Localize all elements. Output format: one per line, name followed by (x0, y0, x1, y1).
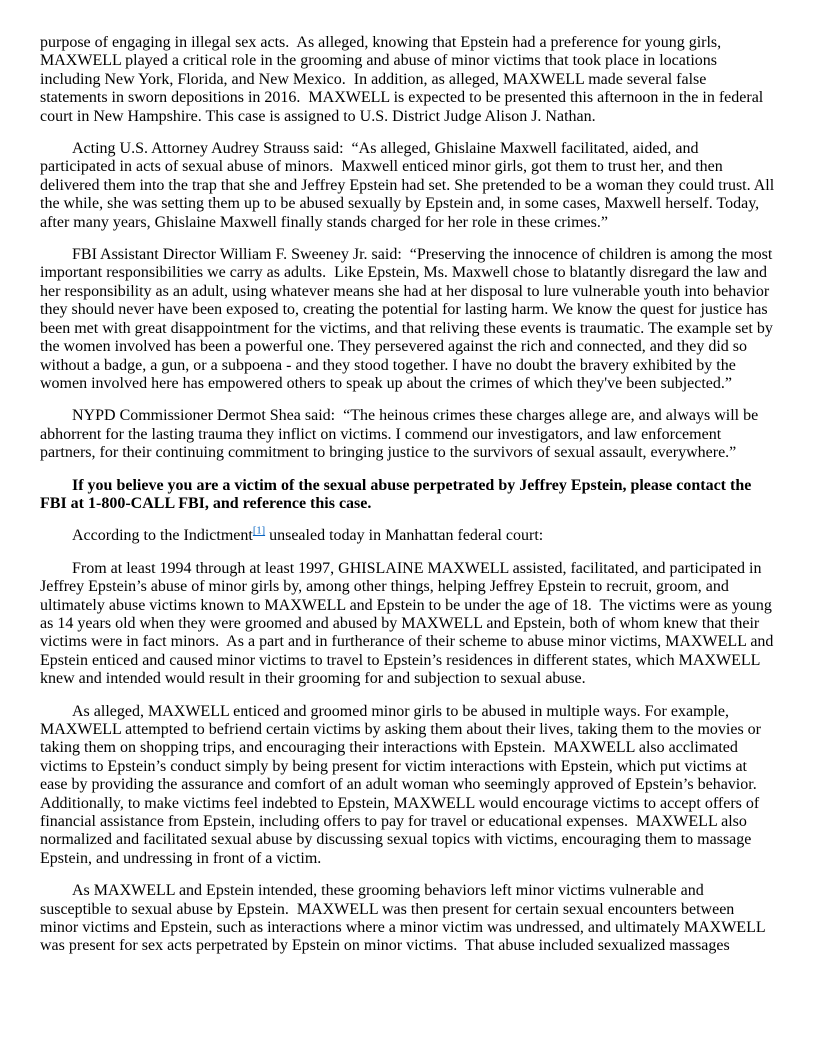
footnote-marker (253, 526, 265, 537)
paragraph-indictment-allegations: From at least 1994 through at least 1997, GHISLAINE MAXWELL assisted, facilitated, and participated in Jeffrey Epstein’s abuse of minor girls by, among other things, helping Jeffrey Epstein to recruit, groom, and ultimately abuse victims known to MAXWELL and Epstein to be under the age of 18. The victims were as young as 14 years old when they were groomed and abused by MAXWELL and Epstein, both of whom knew that their victims were in fact minors. As a part and in furtherance of their scheme to abuse minor victims, MAXWELL and Epstein enticed and caused minor victims to travel to Epstein’s residences in different states, which MAXWELL knew and intended would result in their grooming for and subjection to sexual abuse. (40, 559, 778, 688)
paragraph-abuse-description: As MAXWELL and Epstein intended, these grooming behaviors left minor victims vulnerable and susceptible to sexual abuse by Epstein. MAXWELL was then present for certain sexual encounters between minor victims and Epstein, such as interactions where a minor victim was undressed, and ultimately MAXWELL was present for sex acts perpetrated by Epstein on minor victims. That abuse included sexualized massages (40, 882, 770, 955)
paragraph-indictment-intro (40, 527, 776, 545)
paragraph-grooming-methods: As alleged, MAXWELL enticed and groomed minor girls to be abused in multiple ways. For example, MAXWELL attempted to befriend certain victims by asking them about their lives, taking them to the movies or taking them on shopping trips, and encouraging their interactions with Epstein. MAXWELL also acclimated victims to Epstein’s conduct simply by being present for victim interactions with Epstein, which put victims at ease by providing the assurance and comfort of an adult woman who seemingly approved of Epstein’s behavior. Additionally, to make victims feel indebted to Epstein, MAXWELL would encourage victims to accept offers of financial assistance from Epstein, including offers to pay for travel or educational expenses. MAXWELL also normalized and facilitated sexual abuse by discussing sexual topics with victims, encouraging them to massage Epstein, and undressing in front of a victim. (40, 702, 766, 867)
paragraph-shea-quote: NYPD Commissioner Dermot Shea said: “The heinous crimes these charges allege are, and always will be abhorrent for the lasting trauma they inflict on victims. I commend our investigators, and law enforcement partners, for their continuing commitment to bringing justice to the survivors of sexual assault, everywhere.” (40, 407, 763, 462)
paragraph-sweeney-quote: FBI Assistant Director William F. Sweeney Jr. said: “Preserving the innocence of children is among the most important responsibilities we carry as adults. Like Epstein, Ms. Maxwell chose to blatantly disregard the law and her responsibility as an adult, using whatever means she had at her disposal to lure vulnerable youth into behavior they should never have been exposed to, creating the potential for lasting harm. We know the quest for justice has been met with great disappointment for the victims, and that reliving these events is traumatic. The example set by the women involved has been a powerful one. They persevered against the rich and connected, and they did so without a badge, a gun, or a subpoena - and they stood together. I have no doubt the bravery exhibited by the women involved here has empowered others to speak up about the crimes of which they've been subjected.” (40, 246, 777, 392)
indictment-intro-text-before: According to the Indictment (72, 527, 253, 545)
paragraph-strauss-quote: Acting U.S. Attorney Audrey Strauss said: “As alleged, Ghislaine Maxwell facilitated, aided, and participated in acts of sexual abuse of minors. Maxwell enticed minor girls, got them to trust her, and then delivered them into the trap that she and Jeffrey Epstein had set. She pretended to be a woman they could trust. All the while, she was setting them up to be abused sexually by Epstein and, in some cases, Maxwell herself. Today, after many years, Ghislaine Maxwell finally stands charged for her role in these crimes.” (40, 140, 779, 231)
indictment-intro-text-after: unsealed today in Manhattan federal court: (265, 527, 544, 545)
paragraph-continuation: purpose of engaging in illegal sex acts. As alleged, knowing that Epstein had a preference for young girls, MAXWELL played a critical role in the grooming and abuse of minor victims that took place in locations including New York, Florida, and New Mexico. In addition, as alleged, MAXWELL made several false statements in sworn depositions in 2016. MAXWELL is expected to be presented this afternoon in the in federal court in New Hampshire. This case is assigned to U.S. District Judge Alison J. Nathan. (40, 34, 768, 125)
paragraph-victim-notice: If you believe you are a victim of the sexual abuse perpetrated by Jeffrey Epstein, please contact the FBI at 1-800-CALL FBI, and reference this case. (40, 476, 756, 512)
footnote-1-link[interactable]: [1] (252, 526, 266, 538)
